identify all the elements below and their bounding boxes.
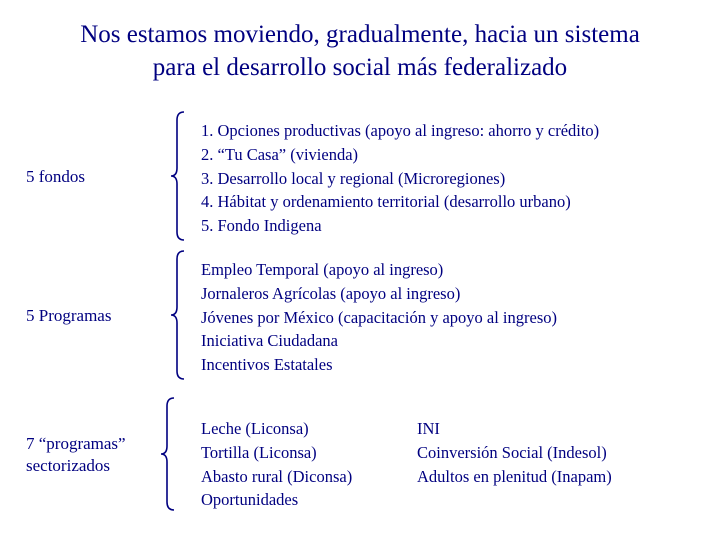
group-label-programas: 5 Programas: [26, 306, 112, 325]
list-item: 2. “Tu Casa” (vivienda): [201, 144, 359, 164]
slide-title: [0, 18, 720, 84]
list-item: Adultos en plenitud (Inapam): [417, 466, 612, 486]
list-item: 3. Desarrollo local y regional (Microregiones): [201, 168, 506, 188]
left-brace-fondos: [170, 112, 186, 240]
list-sectorizados-left: [201, 417, 352, 512]
group-label-fondos: 5 fondos: [26, 167, 86, 186]
group-label-sectorizados: [26, 433, 126, 477]
list-item: Jóvenes por México (capacitación y apoyo al ingreso): [201, 307, 557, 327]
group-label-line-1: 7 “programas”: [26, 434, 126, 453]
list-item: 1. Opciones productivas (apoyo al ingreso: ahorro y crédito): [201, 121, 600, 140]
list-sectorizados-right: [417, 417, 612, 488]
list-item: 5. Fondo Indigena: [201, 216, 322, 236]
list-fondos: [201, 119, 599, 238]
list-programas: [201, 258, 557, 377]
list-item: Oportunidades: [201, 490, 299, 510]
left-brace-programas: [170, 251, 186, 379]
list-item: INI: [417, 419, 440, 438]
title-line-1: Nos estamos moviendo, gradualmente, hacia un sistema: [80, 21, 640, 48]
list-item: Abasto rural (Diconsa): [201, 466, 353, 486]
title-line-2: para el desarrollo social más federalizado: [152, 54, 568, 81]
list-item: Iniciativa Ciudadana: [201, 331, 338, 351]
group-label-line-2: sectorizados: [26, 456, 111, 475]
list-item: 4. Hábitat y ordenamiento territorial (desarrollo urbano): [201, 192, 571, 212]
list-item: Tortilla (Liconsa): [201, 442, 317, 462]
list-item: Coinversión Social (Indesol): [417, 442, 607, 462]
list-item: Jornaleros Agrícolas (apoyo al ingreso): [201, 283, 461, 303]
list-item: Empleo Temporal (apoyo al ingreso): [201, 260, 444, 279]
list-item: Leche (Liconsa): [201, 419, 309, 438]
list-item: Incentivos Estatales: [201, 355, 333, 375]
left-brace-sectorizados: [160, 398, 176, 510]
